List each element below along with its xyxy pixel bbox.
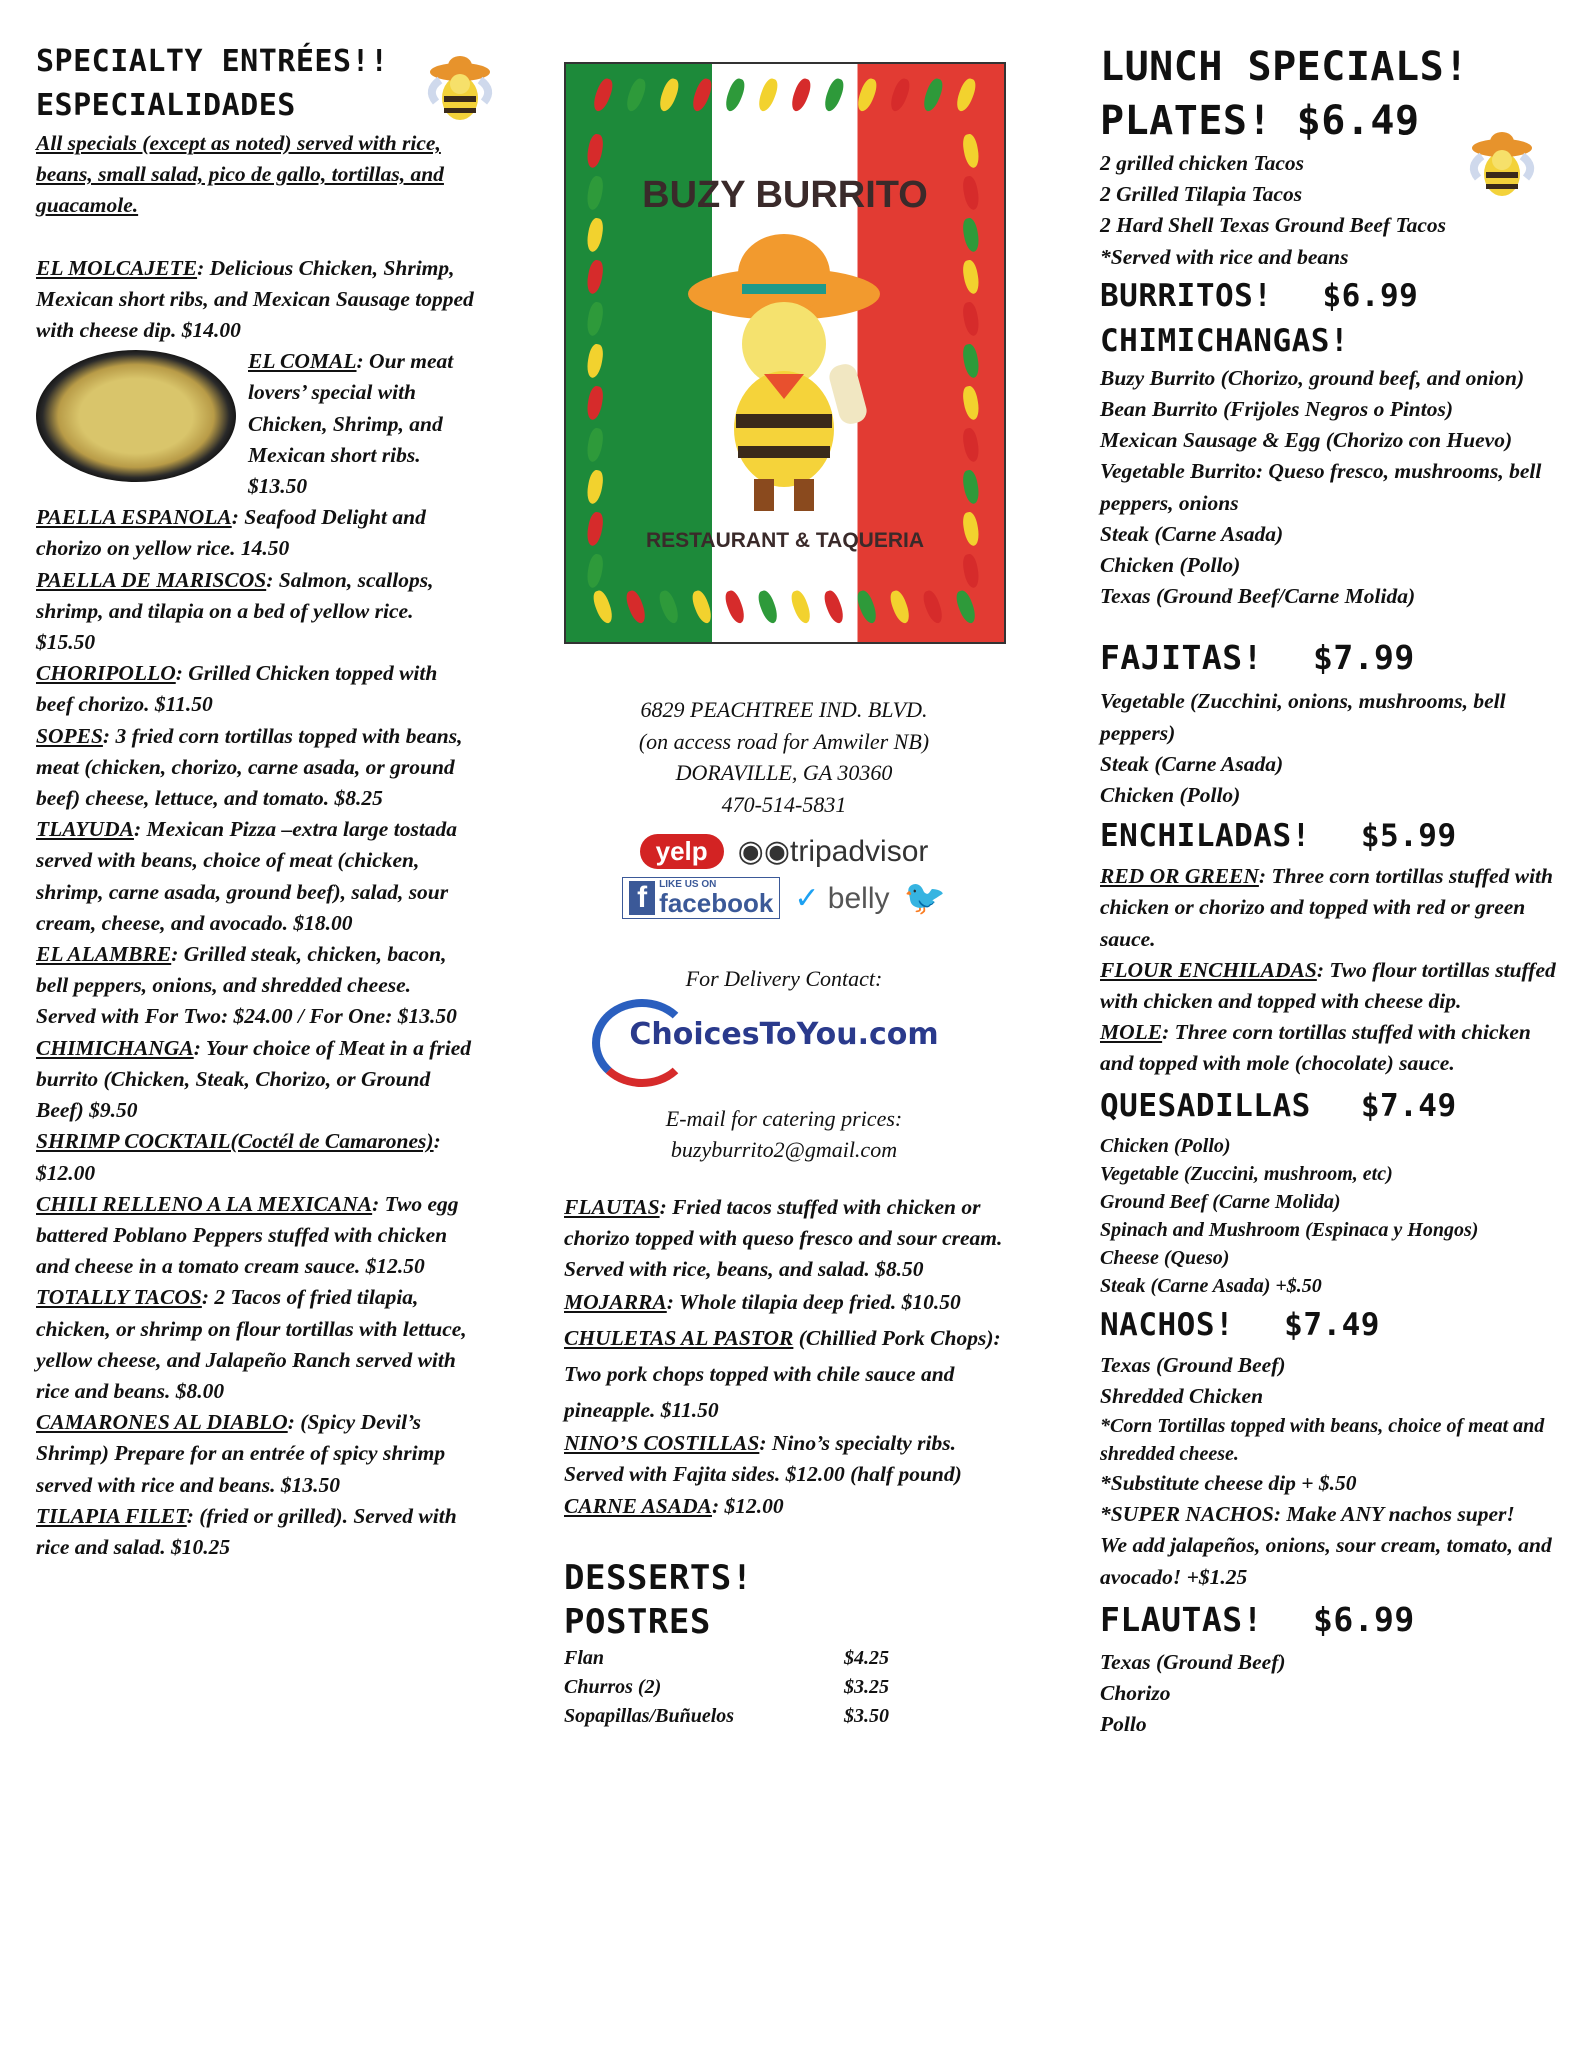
especialidades-heading: ESPECIALIDADES	[36, 88, 296, 123]
menu-item: EL MOLCAJETE: Delicious Chicken, Shrimp, Mexican short ribs, and Mexican Sausage topped with cheese dip. $14.00	[36, 255, 474, 343]
menu-item: EL COMAL: Our meat lovers’ special with Chicken, Shrimp, and Mexican short ribs. $13.50	[36, 346, 476, 502]
pepper-icon	[855, 77, 880, 114]
quesadilla-line: Steak (Carne Asada) +$.50	[1100, 1274, 1322, 1297]
pepper-icon	[723, 589, 748, 626]
pepper-icon	[822, 589, 847, 626]
pepper-icon	[585, 343, 605, 379]
quesadilla-line: Spinach and Mushroom (Espinaca y Hongos)	[1100, 1218, 1479, 1241]
menu-item: FLOUR ENCHILADAS: Two flour tortillas stuffed with chicken and topped with cheese dip.	[1100, 957, 1556, 1014]
pepper-icon	[961, 133, 981, 169]
fajita-line: Chicken (Pollo)	[1100, 783, 1241, 808]
burrito-line: Buzy Burrito (Chorizo, ground beef, and onion)	[1100, 365, 1525, 390]
logo-title: BUZY BURRITO	[642, 174, 928, 216]
enchiladas-heading: ENCHILADAS! $5.99	[1100, 818, 1457, 855]
nacho-note: *Corn Tortillas topped with beans, choice of meat and shredded cheese.	[1100, 1415, 1545, 1466]
pepper-icon	[954, 77, 979, 114]
pepper-icon	[690, 77, 715, 114]
plates-heading: PLATES! $6.49	[1100, 98, 1420, 144]
lunch-column	[1100, 40, 1560, 1741]
flautas-heading: FLAUTAS! $6.99	[1100, 1599, 1415, 1639]
restaurant-logo	[564, 62, 1006, 644]
pepper-icon	[657, 589, 682, 626]
quesadilla-line: Ground Beef (Carne Molida)	[1100, 1190, 1341, 1213]
belly-logo[interactable]: ✓ belly	[794, 881, 890, 915]
dessert-row: Churros (2) $3.25	[564, 1675, 889, 1698]
nacho-line: Shredded Chicken	[1100, 1383, 1264, 1408]
burrito-line: Steak (Carne Asada)	[1100, 521, 1284, 546]
specialty-heading: SPECIALTY ENTRÉES!!	[36, 44, 389, 79]
specialty-column	[36, 40, 476, 1563]
pepper-icon	[690, 589, 715, 626]
address-line: (on access road for Amwiler NB)	[638, 728, 930, 754]
menu-item: MOJARRA: Whole tilapia deep fried. $10.50	[564, 1290, 961, 1315]
pepper-icon	[591, 77, 616, 114]
chimichangas-heading: CHIMICHANGAS!	[1100, 322, 1350, 359]
nacho-note: *Substitute cheese dip + $.50	[1100, 1471, 1357, 1496]
pepper-icon	[921, 77, 946, 114]
catering-email[interactable]: buzyburrito2@gmail.com	[670, 1137, 898, 1162]
plate-line: 2 grilled chicken Tacos	[1100, 151, 1305, 175]
pepper-icon	[591, 589, 616, 626]
bee-mascot-icon	[420, 50, 500, 135]
address-line: 6829 PEACHTREE IND. BLVD.	[640, 697, 928, 722]
phone-number: 470-514-5831	[721, 791, 847, 817]
facebook-logo[interactable]: f LIKE US ON facebook	[622, 877, 780, 919]
menu-item: PAELLA ESPANOLA: Seafood Delight and chorizo on yellow rice. 14.50	[36, 505, 426, 561]
plate-line: *Served with rice and beans	[1100, 244, 1349, 269]
pepper-icon	[585, 301, 605, 337]
flauta-line: Pollo	[1100, 1712, 1147, 1737]
plate-line: 2 Grilled Tilapia Tacos	[1100, 182, 1303, 207]
pepper-icon	[789, 589, 814, 626]
pepper-icon	[961, 217, 981, 253]
nacho-note: We add jalapeños, onions, sour cream, tomato, and avocado! +$1.25	[1100, 1533, 1552, 1589]
social-row-2	[564, 877, 1004, 919]
menu-item: CAMARONES AL DIABLO: (Spicy Devil’s Shrimp) Prepare for an entrée of spicy shrimp served with rice and beans. $13.50	[36, 1410, 446, 1497]
pepper-icon	[822, 77, 847, 114]
menu-item: SOPES: 3 fried corn tortillas topped with beans, meat (chicken, chorizo, carne asada, or ground beef) cheese, lettuce, and tomato. $8.25	[36, 723, 463, 811]
pepper-icon	[789, 77, 814, 114]
nacho-line: Texas (Ground Beef)	[1100, 1352, 1286, 1377]
delivery-label: For Delivery Contact:	[685, 966, 883, 991]
pepper-icon	[888, 77, 913, 114]
nacho-note: *SUPER NACHOS: Make ANY nachos super!	[1100, 1502, 1515, 1527]
pepper-icon	[723, 77, 748, 114]
pepper-icon	[888, 589, 913, 626]
bee-mascot-icon	[1462, 126, 1542, 211]
menu-item: CARNE ASADA: $12.00	[564, 1493, 784, 1518]
pepper-icon	[855, 589, 880, 626]
fajitas-heading: FAJITAS! $7.99	[1100, 638, 1415, 678]
pepper-icon	[585, 553, 605, 589]
pepper-icon	[954, 589, 979, 626]
menu-item: FLAUTAS: Fried tacos stuffed with chicken or chorizo topped with queso fresco and sour cream. Served with rice, beans, and salad. $8.50	[564, 1194, 1003, 1281]
pepper-icon	[961, 385, 981, 421]
quesadilla-line: Vegetable (Zuccini, mushroom, etc)	[1100, 1162, 1393, 1185]
burrito-line: Mexican Sausage & Egg (Chorizo con Huevo)	[1100, 428, 1513, 453]
burrito-line: Vegetable Burrito: Queso fresco, mushrooms, bell peppers, onions	[1100, 459, 1542, 515]
tripadvisor-logo[interactable]: ◉◉tripadvisor	[737, 835, 929, 868]
menu-item: NINO’S COSTILLAS: Nino’s specialty ribs. Served with Fajita sides. $12.00 (half pound)	[564, 1431, 962, 1487]
plate-line: 2 Hard Shell Texas Ground Beef Tacos	[1100, 213, 1447, 238]
pepper-icon	[921, 589, 946, 626]
postres-heading: POSTRES	[564, 1601, 711, 1642]
menu-item: TLAYUDA: Mexican Pizza –extra large tostada served with beans, choice of meat (chicken, shrimp, carne asada, ground beef), salad, sour cream, cheese, and avocado. $18.00	[36, 817, 458, 935]
social-row-1	[564, 834, 1004, 869]
quesadilla-line: Chicken (Pollo)	[1100, 1134, 1231, 1157]
logo-subtitle: RESTAURANT & TAQUERIA	[645, 529, 925, 552]
flauta-line: Texas (Ground Beef)	[1100, 1649, 1286, 1674]
menu-item: CHILI RELLENO A LA MEXICANA: Two egg battered Poblano Peppers stuffed with chicken and cheese in a tomato cream sauce. $12.50	[36, 1191, 459, 1279]
quesadilla-line: Cheese (Queso)	[1100, 1246, 1230, 1269]
dessert-row: Flan $4.25	[564, 1646, 889, 1669]
dessert-row: Sopapillas/Buñuelos $3.50	[564, 1704, 889, 1727]
desserts-heading: DESSERTS!	[564, 1557, 753, 1598]
menu-item: MOLE: Three corn tortillas stuffed with chicken and topped with mole (chocolate) sauce.	[1100, 1020, 1531, 1076]
burrito-line: Texas (Ground Beef/Carne Molida)	[1100, 584, 1416, 609]
pepper-icon	[624, 77, 649, 114]
menu-item: SHRIMP COCKTAIL(Coctél de Camarones): $12.00	[36, 1129, 441, 1185]
pepper-icon	[756, 589, 781, 626]
fajita-line: Steak (Carne Asada)	[1100, 751, 1284, 776]
delivery-logo[interactable]: ChoicesToYou.com	[564, 995, 1004, 1075]
burrito-line: Bean Burrito (Frijoles Negros o Pintos)	[1100, 397, 1454, 422]
menu-item: CHULETAS AL PASTOR (Chillied Pork Chops): Two pork chops topped with chile sauce and pineapple. $11.50	[564, 1326, 1001, 1423]
menu-item: CHIMICHANGA: Your choice of Meat in a fried burrito (Chicken, Steak, Chorizo, or Ground Beef) $9.50	[36, 1035, 472, 1123]
pepper-icon	[961, 343, 981, 379]
menu-item: TOTALLY TACOS: 2 Tacos of fried tilapia, chicken, or shrimp on flour tortillas with lettuce, yellow cheese, and Jalapeño Ranch served with rice and beans. $8.00	[36, 1285, 467, 1403]
pepper-icon	[585, 217, 605, 253]
menu-item: EL ALAMBRE: Grilled steak, chicken, bacon, bell peppers, onions, and shredded cheese. Served with For Two: $24.00 / For One: $13.50	[36, 942, 457, 1029]
yelp-logo[interactable]: yelp	[640, 834, 724, 869]
info-column	[564, 62, 1004, 1731]
swoosh-icon	[592, 999, 692, 1087]
bee-burrito-icon	[684, 224, 884, 514]
fajita-line: Vegetable (Zucchini, onions, mushrooms, bell peppers)	[1100, 689, 1506, 745]
pepper-icon	[624, 589, 649, 626]
lunch-specials-heading: LUNCH SPECIALS!	[1100, 44, 1469, 90]
pepper-icon	[961, 301, 981, 337]
pepper-icon	[961, 469, 981, 505]
pepper-icon	[585, 469, 605, 505]
pepper-icon	[961, 259, 981, 295]
pepper-icon	[585, 427, 605, 463]
pepper-icon	[961, 553, 981, 589]
specials-intro: All specials (except as noted) served with rice, beans, small salad, pico de gallo, tortillas, and guacamole.	[36, 131, 444, 218]
menu-item: TILAPIA FILET: (fried or grilled). Served with rice and salad. $10.25	[36, 1503, 457, 1559]
twitter-bird-icon[interactable]: 🐦	[903, 880, 946, 917]
burrito-line: Chicken (Pollo)	[1100, 553, 1241, 578]
pepper-icon	[585, 133, 605, 169]
nachos-heading: NACHOS! $7.49	[1100, 1306, 1380, 1343]
pepper-icon	[961, 427, 981, 463]
quesadillas-heading: QUESADILLAS $7.49	[1100, 1087, 1457, 1124]
molcajete-photo	[36, 350, 236, 482]
menu-item: PAELLA DE MARISCOS: Salmon, scallops, shrimp, and tilapia on a bed of yellow rice. $15.50	[36, 567, 434, 655]
menu-item: RED OR GREEN: Three corn tortillas stuffed with chicken or chorizo and topped with red or green sauce.	[1100, 864, 1553, 951]
flauta-line: Chorizo	[1100, 1681, 1171, 1706]
pepper-icon	[756, 77, 781, 114]
menu-item: CHORIPOLLO: Grilled Chicken topped with beef chorizo. $11.50	[36, 661, 438, 717]
pepper-icon	[585, 385, 605, 421]
catering-label: E-mail for catering prices:	[665, 1105, 903, 1131]
burritos-heading: BURRITOS! $6.99	[1100, 277, 1419, 314]
address-line: DORAVILLE, GA 30360	[675, 760, 893, 785]
pepper-icon	[585, 259, 605, 295]
pepper-icon	[657, 77, 682, 114]
